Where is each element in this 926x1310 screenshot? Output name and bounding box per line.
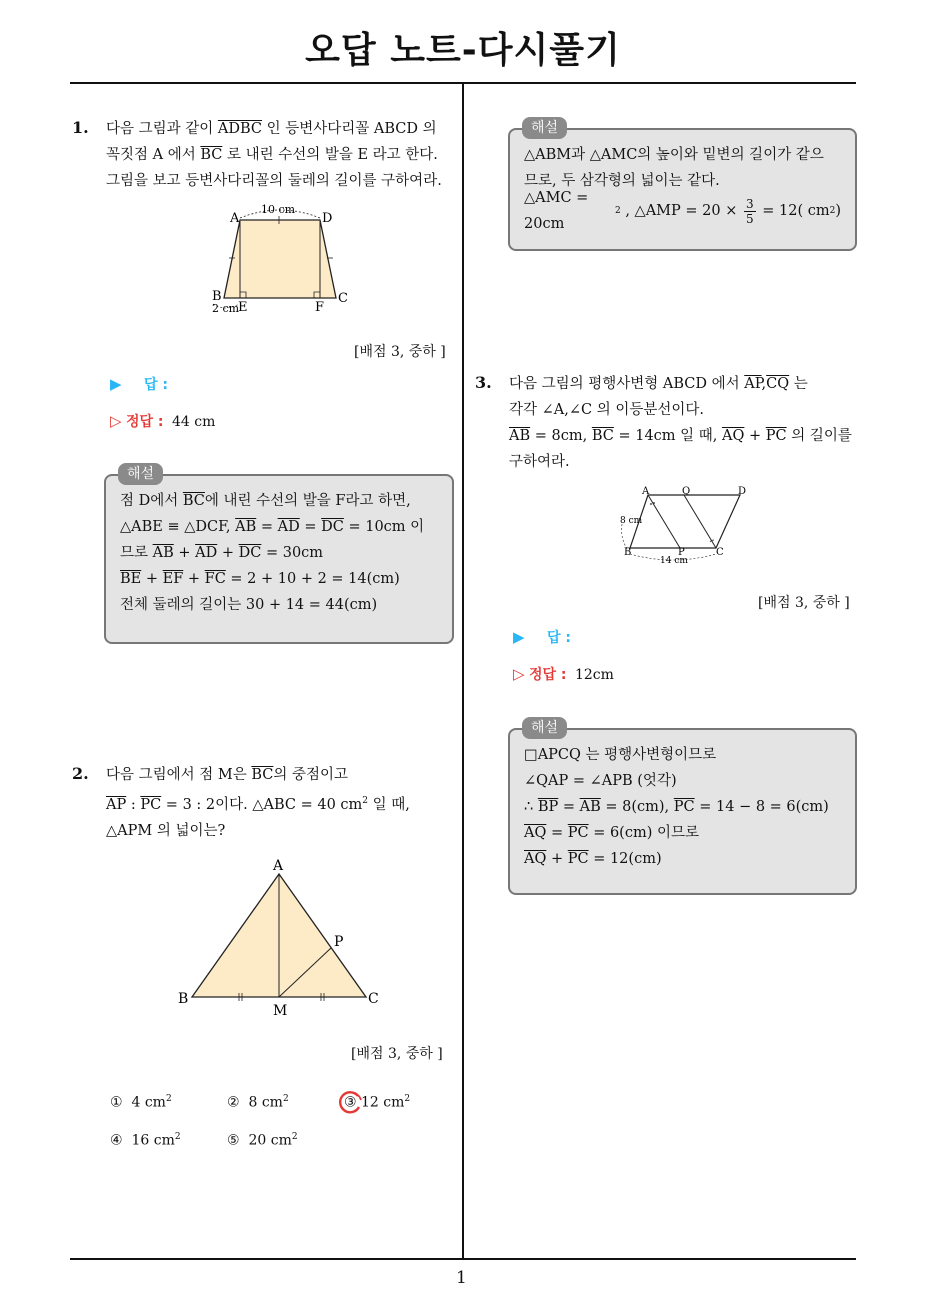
trapezoid-figure: [205, 200, 360, 318]
label-A: A: [273, 858, 284, 874]
question-2-solution-box: △ABM과 △AMC의 높이와 밑변의 길이가 같으 므로, 두 삼각형의 넓이는 같다. △AMC = 20cm 2 , △AMP = 20 × $\frac{3}{5}$ = 12( cm 2 ): [508, 128, 857, 251]
label-B: B: [624, 547, 632, 558]
label-bottom-length: 2 cm: [212, 302, 240, 315]
question-1-solution-box: 점 D에서 $\overline{BC}$에 내린 수선의 발을 F라고 하면, △ABE ≡ △DCF, $\overline{AB} = \overline{AD} = \overline{DC} = 10cm$ 이 므로 $\overline{AB} + \overline{AD} + \overline{DC} = 30cm$ $\overline{BE} + \overline{EF} + \overline{FC} = 2 + 10 + 2 = 14(cm)$ 전체 둘레의 길이는 30 + 14 = 44(cm): [104, 474, 454, 644]
question-1-correct-row: [110, 411, 215, 431]
question-1-text: 다음 그림과 같이 ADBC 인 등변사다리꼴 ABCD 의 꼭짓점 A 에서 $\overline{BC}$ 로 내린 수선의 발을 E 라고 한다. 그림을 보고 등변사다리꼴의 둘레의 길이를 구하여라.: [106, 121, 442, 189]
label-P: P: [334, 934, 344, 950]
solution-tag: 해설: [118, 463, 163, 485]
footer-rule: [70, 1258, 856, 1260]
question-2-number: 2.: [72, 764, 89, 783]
label-left-length: 8 cm: [620, 516, 643, 526]
choice-5[interactable]: ⑤ 20 $cm^2$: [227, 1132, 298, 1149]
label-C: C: [338, 291, 348, 306]
correct-value: 12cm: [574, 667, 614, 683]
choice-1[interactable]: ① 4 $cm^2$: [110, 1094, 172, 1111]
correct-label: 정답 :: [126, 414, 164, 430]
choice-4[interactable]: ④ 16 $cm^2$: [110, 1132, 181, 1149]
answer-arrow-icon: ▶: [513, 628, 525, 646]
question-1-score: [배점 3, 중하 ]: [354, 344, 446, 360]
label-A: A: [642, 486, 650, 497]
question-3-answer-row: [513, 627, 571, 647]
label-F: F: [315, 300, 325, 315]
label-B: B: [178, 991, 189, 1007]
fraction: $\frac{3}{5}$: [745, 196, 754, 226]
answer-arrow-icon: ▶: [110, 375, 122, 393]
choice-3[interactable]: ③ 12 $cm^2$: [344, 1094, 411, 1111]
label-C: C: [716, 547, 724, 558]
label-D: D: [322, 211, 333, 226]
question-2-score: [배점 3, 중하 ]: [351, 1046, 443, 1062]
answer-label: 답 :: [144, 377, 168, 393]
answer-label: 답 :: [547, 630, 571, 646]
page-title: 오답 노트-다시풀기: [305, 30, 621, 71]
solution-tag: 해설: [522, 717, 567, 739]
question-3-correct-row: [513, 664, 614, 684]
label-Q: Q: [682, 486, 691, 497]
question-3-score: [배점 3, 중하 ]: [758, 595, 850, 611]
column-divider: [462, 83, 464, 1259]
question-3-number: 3.: [475, 373, 492, 392]
choice-2[interactable]: ② 8 $cm^2$: [227, 1094, 289, 1111]
correct-value: 44 cm: [171, 414, 216, 430]
correct-label: 정답 :: [529, 667, 567, 683]
label-top-length: 10 cm: [261, 203, 296, 216]
question-1-number: 1.: [72, 118, 89, 137]
label-bottom-length: 14 cm: [660, 556, 688, 566]
question-2-text: 다음 그림에서 점 M은 $\overline{BC}$의 중점이고 $\overline{AP}$ : $\overline{PC} = 3$ : 2이다. △ABC = 40 $cm^2$ 일 때, △APM 의 넓이는?: [106, 767, 410, 839]
correct-arrow-icon: ▷: [110, 412, 122, 430]
question-1-answer-row: [110, 374, 168, 394]
parallelogram-figure: [618, 484, 753, 566]
label-B: B: [212, 289, 222, 304]
label-E: E: [238, 300, 248, 315]
label-D: D: [738, 486, 747, 497]
label-M: M: [273, 1003, 288, 1019]
label-C: C: [368, 991, 379, 1007]
triangle-figure: [170, 852, 400, 1022]
label-A: A: [230, 211, 240, 226]
selected-answer-circle-mark: [336, 1088, 364, 1116]
label-P: P: [678, 547, 685, 558]
correct-arrow-icon: ▷: [513, 665, 525, 683]
question-3-text: 다음 그림의 평행사변형 ABCD 에서 $\overline{AP},\overline{CQ}$ 는 각각 ∠A,∠C 의 이등분선이다. $\overline{AB} = 8cm$, $\overline{BC} = 14cm$ 일 때, $\overline{AQ} + \overline{PC}$ 의 길이를 구하여라.: [509, 376, 852, 470]
page-number: 1: [456, 1268, 467, 1288]
question-3-solution-box: □APCQ 는 평행사변형이므로 ∠QAP = ∠APB (엇각) ∴ $\overline{BP} = \overline{AB} = 8(cm)$, $\overline{PC} = 14 - 8 = 6(cm)$ $\overline{AQ} = \overline{PC} = 6(cm)$ 이므로 $\overline{AQ} + \overline{PC} = 12(cm)$: [508, 728, 857, 895]
solution-tag: 해설: [522, 117, 567, 139]
